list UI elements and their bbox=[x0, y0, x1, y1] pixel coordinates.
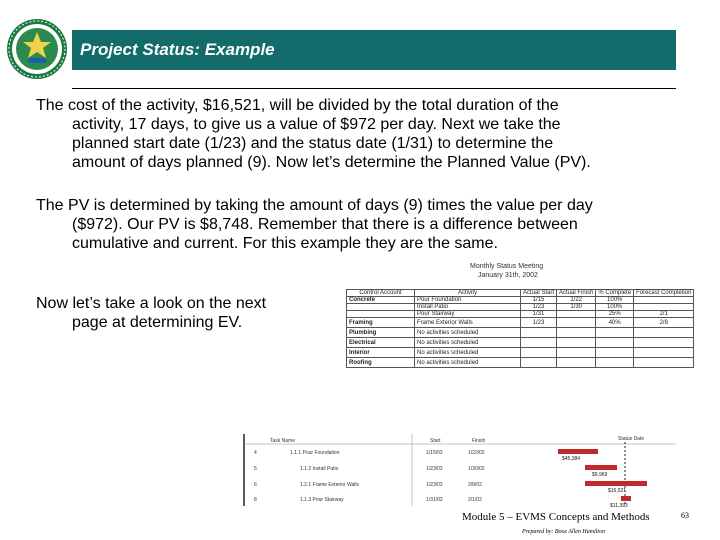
cell-activity: No activities scheduled bbox=[415, 358, 521, 368]
footer-module-title: Module 5 – EVMS Concepts and Methods bbox=[462, 511, 650, 523]
cell-account: Plumbing bbox=[347, 328, 415, 338]
gantt-bar-label: $45,384 bbox=[562, 456, 581, 462]
page-title: Project Status: Example bbox=[80, 40, 275, 59]
table-row bbox=[347, 358, 694, 368]
gantt-row-finish: 1/22/02 bbox=[468, 450, 485, 456]
table-row bbox=[347, 348, 694, 358]
table-row bbox=[347, 311, 694, 318]
gantt-bar bbox=[621, 496, 631, 501]
cell-finish: 1/30 bbox=[557, 304, 596, 311]
cell-pct: 100% bbox=[596, 297, 634, 304]
col-header: % Complete bbox=[596, 290, 634, 297]
text-line: planned start date (1/23) and the status date (1/31) to determine the bbox=[72, 135, 554, 152]
table-row bbox=[347, 297, 694, 304]
col-header: Control Account bbox=[347, 290, 415, 297]
cell-activity: Pour Stairway bbox=[415, 311, 521, 318]
cell-start: 1/23 bbox=[521, 304, 557, 311]
cell-forecast bbox=[634, 297, 694, 304]
gantt-row-id: 5 bbox=[254, 466, 257, 472]
gantt-bar-label: $16,521 bbox=[608, 488, 627, 494]
text-line: amount of days planned (9). Now let’s determine the Planned Value (PV). bbox=[72, 154, 591, 171]
gantt-header-start: Start bbox=[430, 438, 441, 444]
cell-finish bbox=[557, 311, 596, 318]
gantt-bar-label: $11,393 bbox=[610, 503, 628, 508]
cell-account: Framing bbox=[347, 318, 415, 328]
gantt-row-finish: 2/8/02 bbox=[468, 482, 482, 488]
table-row bbox=[347, 338, 694, 348]
cell-account: Concrete bbox=[347, 297, 415, 304]
cell-forecast bbox=[634, 304, 694, 311]
gantt-row-start: 1/23/02 bbox=[426, 482, 443, 488]
col-header: Activity bbox=[415, 290, 521, 297]
gantt-row-finish: 1/30/02 bbox=[468, 466, 485, 472]
cell-start: 1/31 bbox=[521, 311, 557, 318]
cell-activity: No activities scheduled bbox=[415, 338, 521, 348]
gantt-row-id: 6 bbox=[254, 482, 257, 488]
title-bar bbox=[72, 30, 676, 70]
text-line: page at determining EV. bbox=[72, 314, 243, 331]
text-line: Now let’s take a look on the next bbox=[36, 295, 267, 312]
footer-prepared-by: Prepared by: Booz Allen Hamilton bbox=[522, 529, 606, 535]
gantt-header-task: Task Name bbox=[270, 438, 296, 444]
gantt-row-name: 1.1.2 Install Patio bbox=[300, 466, 339, 472]
cell-pct: 40% bbox=[596, 318, 634, 328]
text-line: The PV is determined by taking the amount of days (9) times the value per day bbox=[36, 197, 593, 214]
gantt-row-name: 1.1.1 Pour Foundation bbox=[290, 450, 340, 456]
cell-account bbox=[347, 311, 415, 318]
col-header: Actual Start bbox=[521, 290, 557, 297]
cell-forecast: 2/8 bbox=[634, 318, 694, 328]
cell-start: 1/15 bbox=[521, 297, 557, 304]
paragraph-next-page bbox=[36, 294, 336, 332]
gantt-bar bbox=[558, 449, 598, 454]
status-report-date: January 31th, 2002 bbox=[478, 272, 538, 279]
gantt-bar-label: $9,969 bbox=[592, 472, 608, 478]
col-header: Forecast Completion bbox=[634, 290, 694, 297]
status-report-title: Monthly Status Meeting bbox=[470, 263, 544, 270]
gantt-row-start: 1/15/02 bbox=[426, 450, 443, 456]
title-divider bbox=[72, 88, 676, 89]
gantt-status-label: Status Date bbox=[618, 436, 645, 442]
text-line: cumulative and current. For this example they are the same. bbox=[72, 235, 498, 252]
status-report-table bbox=[346, 289, 694, 368]
table-row bbox=[347, 304, 694, 311]
cell-activity: Frame Exterior Walls bbox=[415, 318, 521, 328]
cell-activity: No activities scheduled bbox=[415, 328, 521, 338]
table-row bbox=[347, 318, 694, 328]
gantt-row-id: 4 bbox=[254, 450, 257, 456]
cell-account: Electrical bbox=[347, 338, 415, 348]
cell-pct: 100% bbox=[596, 304, 634, 311]
text-line: The cost of the activity, $16,521, will be divided by the total duration of the bbox=[36, 97, 559, 114]
page-number: 63 bbox=[681, 511, 689, 520]
gantt-header-finish: Finish bbox=[472, 438, 486, 444]
cell-pct: 25% bbox=[596, 311, 634, 318]
gantt-row-name: 1.2.1 Frame Exterior Walls bbox=[300, 482, 359, 488]
cell-start: 1/23 bbox=[521, 318, 557, 328]
cell-activity: Pour Foundation bbox=[415, 297, 521, 304]
text-line: activity, 17 days, to give us a value of $972 per day. Next we take the bbox=[72, 116, 561, 133]
gantt-bar bbox=[585, 465, 617, 470]
cell-activity: Install Patio bbox=[415, 304, 521, 311]
paragraph-cost-calculation bbox=[36, 96, 686, 172]
cell-account bbox=[347, 304, 415, 311]
gantt-row-start: 1/31/02 bbox=[426, 497, 443, 503]
gantt-row-id: 8 bbox=[254, 497, 257, 503]
gantt-row-start: 1/23/02 bbox=[426, 466, 443, 472]
gantt-row-finish: 2/1/02 bbox=[468, 497, 482, 503]
cell-account: Interior bbox=[347, 348, 415, 358]
gantt-bar bbox=[585, 481, 647, 486]
table-header-row bbox=[347, 290, 694, 297]
gantt-chart bbox=[240, 432, 680, 508]
paragraph-pv-determination bbox=[36, 196, 686, 253]
gantt-row-name: 1.1.3 Pour Stairway bbox=[300, 497, 344, 503]
doe-seal-icon bbox=[6, 18, 68, 80]
col-header: Actual Finish bbox=[557, 290, 596, 297]
cell-finish bbox=[557, 318, 596, 328]
text-line: ($972). Our PV is $8,748. Remember that there is a difference between bbox=[72, 216, 578, 233]
cell-forecast: 2/1 bbox=[634, 311, 694, 318]
table-row bbox=[347, 328, 694, 338]
cell-account: Roofing bbox=[347, 358, 415, 368]
cell-finish: 1/22 bbox=[557, 297, 596, 304]
cell-activity: No activities scheduled bbox=[415, 348, 521, 358]
